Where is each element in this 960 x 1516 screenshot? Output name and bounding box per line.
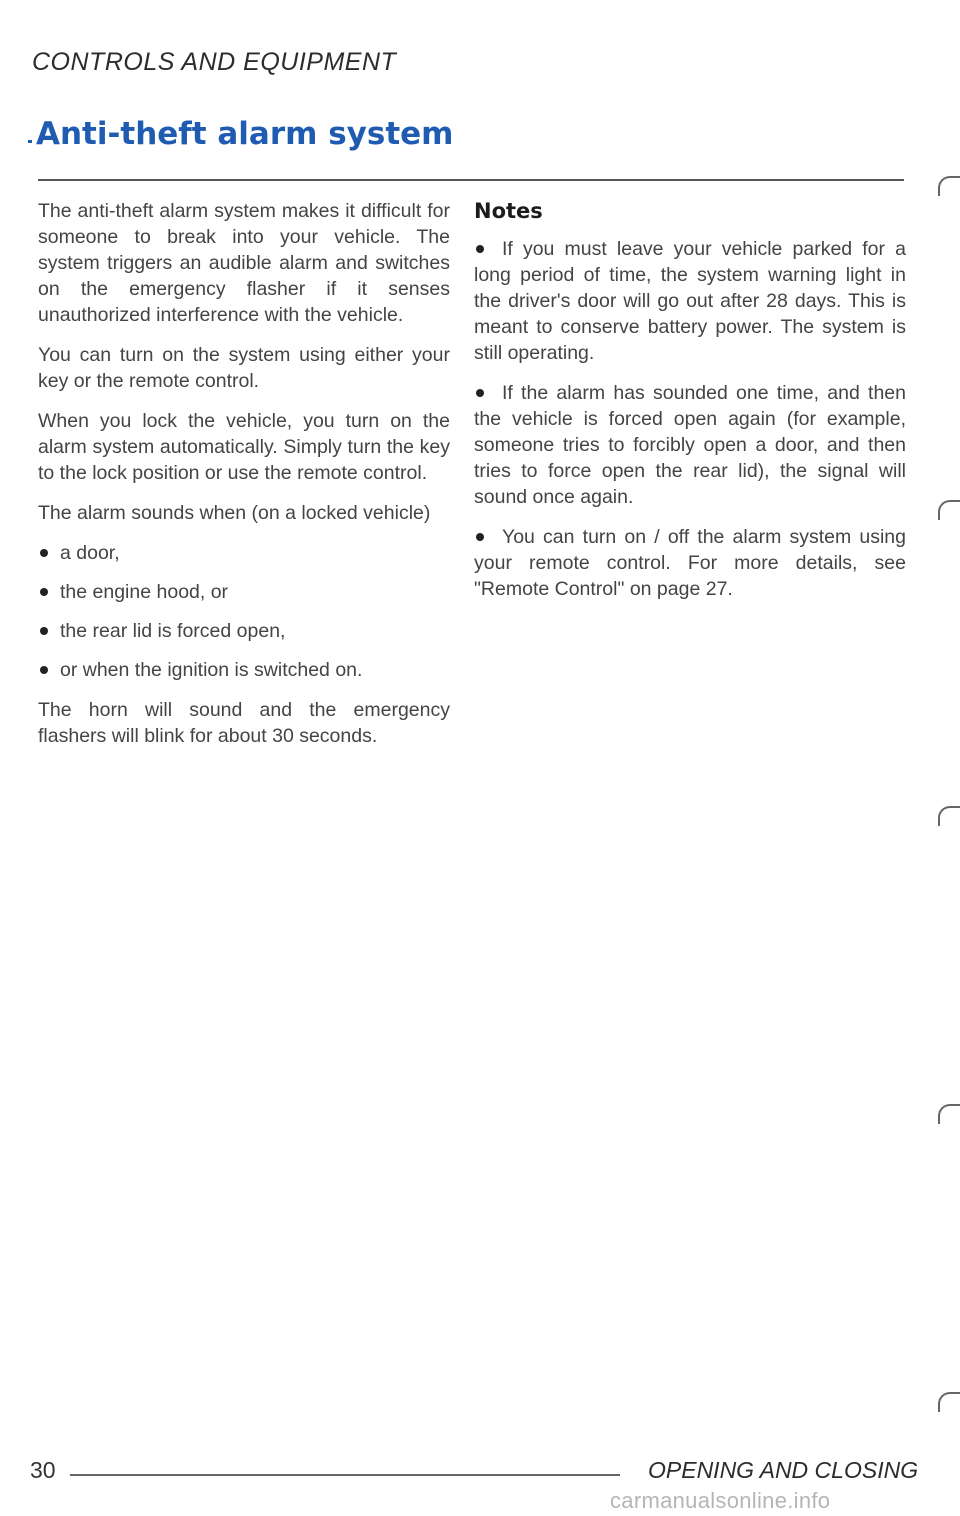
chapter-title: OPENING AND CLOSING: [648, 1457, 919, 1483]
left-column: [38, 198, 450, 763]
list-item: the rear lid is forced open,: [38, 618, 450, 644]
page-number: 30: [30, 1457, 56, 1483]
tab-marker-icon: [938, 1104, 960, 1124]
list-item: the engine hood, or: [38, 579, 450, 605]
trigger-list: [38, 540, 450, 683]
tab-marker-icon: [938, 500, 960, 520]
notes-list: [474, 236, 906, 602]
footer-divider: [70, 1474, 620, 1476]
list-item: You can turn on / off the alarm system using your remote control. For more details, see "Remote Control" on page 27.: [474, 526, 906, 600]
list-item: a door,: [38, 540, 450, 566]
intro-paragraph: The anti-theft alarm system makes it difficult for someone to break into your vehicle. The system triggers an audible alarm and switches on the emergency flasher if it senses unauthorized interference with the vehicle.: [38, 200, 450, 326]
alarm-sounds-paragraph: The alarm sounds when (on a locked vehicle): [38, 502, 431, 524]
notes-column: [474, 198, 906, 616]
lock-paragraph: When you lock the vehicle, you turn on the alarm system automatically. Simply turn the key to the lock position or use the remote control.: [38, 410, 450, 484]
title-divider: [38, 179, 904, 181]
notes-heading: Notes: [474, 199, 543, 223]
page-title: Anti-theft alarm system: [36, 116, 454, 152]
list-item: If the alarm has sounded one time, and then the vehicle is forced open again (for example, someone tries to forcibly open a door, and then tries to force open the rear lid), the signal will sound once again.: [474, 382, 906, 508]
tab-marker-icon: [938, 176, 960, 196]
section-header: CONTROLS AND EQUIPMENT: [32, 48, 397, 76]
turn-on-paragraph: You can turn on the system using either your key or the remote control.: [38, 344, 450, 392]
title-marker: [28, 140, 32, 143]
closing-paragraph: The horn will sound and the emergency flashers will blink for about 30 seconds.: [38, 699, 450, 747]
watermark: carmanualsonline.info: [610, 1488, 831, 1513]
list-item: If you must leave your vehicle parked for a long period of time, the system warning light in the driver's door will go out after 28 days. This is meant to conserve battery power. The system is still operating.: [474, 238, 906, 364]
list-item: or when the ignition is switched on.: [38, 657, 450, 683]
tab-marker-icon: [938, 806, 960, 826]
tab-marker-icon: [938, 1392, 960, 1412]
